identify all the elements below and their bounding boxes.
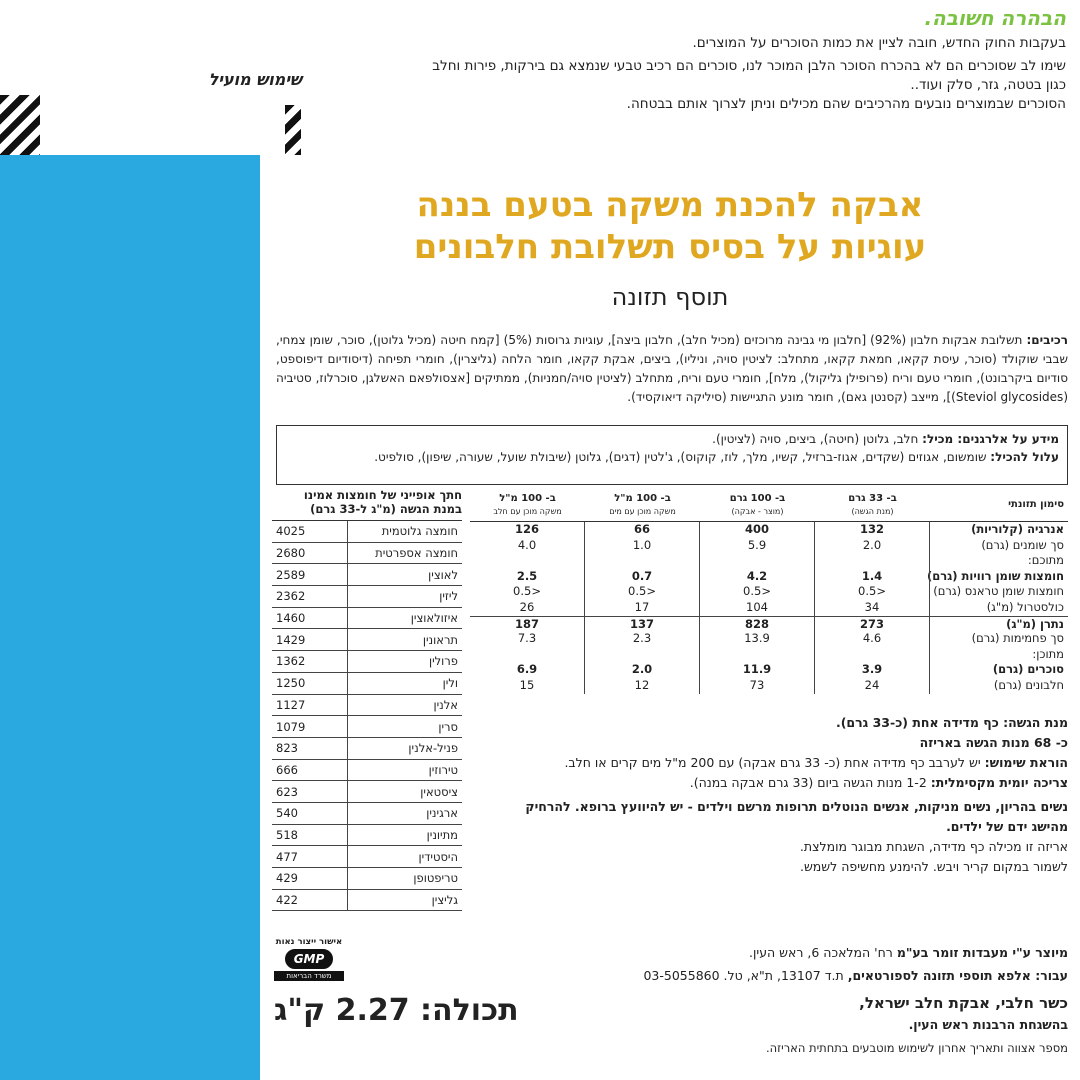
notice-line: הסוכרים שבמוצרים נובעים מהרכיבים שהם מכילים וניתן לצרוך אותם בבטחה. <box>626 96 1066 112</box>
net-content: תכולה: 2.27 ק"ג <box>274 993 519 1028</box>
nutrient-value: 12 <box>585 678 700 694</box>
label-panel <box>260 155 1080 1080</box>
amino-value: 1362 <box>276 654 306 669</box>
nutrition-header-cell <box>815 488 930 521</box>
nutrient-value: 66 <box>585 522 700 538</box>
packed-text: ת.ד 13107, ת"א, טל. 03-5055860 <box>643 968 844 983</box>
kosher-line: כשר חלבי, אבקת חלב ישראל, <box>859 994 1068 1012</box>
amino-name: חומצה גלוטמית <box>347 521 462 542</box>
nutrient-value: 126 <box>470 522 585 538</box>
amino-value: 518 <box>276 827 298 842</box>
max-daily-text: 1-2 מנות הגשה ביום (33 גרם אבקה במנה). <box>689 775 927 790</box>
amino-name: ולין <box>347 673 462 694</box>
amino-row <box>272 781 462 803</box>
amino-body <box>272 521 462 911</box>
nutrient-value: 3.9 <box>815 662 930 678</box>
blue-side-bar <box>0 155 260 1080</box>
nutrient-value: 4.2 <box>700 569 815 585</box>
nutrient-value: 26 <box>470 600 585 616</box>
amino-row <box>272 629 462 651</box>
amino-name: סרין <box>347 716 462 737</box>
amino-row <box>272 543 462 565</box>
amino-row <box>272 868 462 890</box>
nutrition-row <box>470 600 1068 616</box>
manufacturer-block <box>643 941 1068 987</box>
batch-note: מספר אצווה ותאריך אחרון לשימוש מוטבעים בתחתית האריזה. <box>765 1041 1068 1055</box>
nutrient-value: 104 <box>700 600 815 616</box>
nutrient-value: 2.0 <box>585 662 700 678</box>
nutrient-value: 0.7 <box>585 569 700 585</box>
instructions-label: הוראת שימוש: <box>984 755 1068 770</box>
nutrient-value: 5.9 <box>700 538 815 554</box>
notice-line: שימו לב שסוכרים הם לא בהכרח הסוכר הלבן המוכר לנו, סוכרים הם רכיב טבעי שנמצא גם בירקות, פירות וחלב <box>432 58 1066 74</box>
amino-value: 422 <box>276 893 298 908</box>
nutrient-name: חומצות שומן טראנס (גרם) <box>933 584 1064 599</box>
nutrient-value: 15 <box>470 678 585 694</box>
amino-value: 623 <box>276 784 298 799</box>
gmp-bottom-text: משרד הבריאות <box>274 971 344 981</box>
amino-name: פניל-אלנין <box>347 738 462 759</box>
nutrition-row <box>470 678 1068 694</box>
allergen-box <box>276 425 1068 485</box>
decorative-stripes <box>0 95 40 155</box>
usage-block <box>498 713 1068 877</box>
nutrition-header-cell <box>700 488 815 521</box>
amino-value: 1429 <box>276 632 306 647</box>
nutrient-value: 73 <box>700 678 815 694</box>
nutrient-value: 2.5 <box>470 569 585 585</box>
nutrition-header-cell <box>585 488 700 521</box>
header-sub: (מוצר - אבקה) <box>731 506 784 516</box>
product-subtitle: תוסף תזונה <box>611 283 729 311</box>
nutrient-value: 0.5> <box>470 584 585 600</box>
amino-name: תראונין <box>347 629 462 650</box>
amino-value: 477 <box>276 849 298 864</box>
nutrient-value: 4.0 <box>470 538 585 554</box>
scoop-note: אריזה זו מכילה כף מדידה, השגחת מבוגר מומלצת. <box>799 839 1068 854</box>
nutrient-value: 1.0 <box>585 538 700 554</box>
nutrient-value: 0.5> <box>815 584 930 600</box>
nutrient-value: 132 <box>815 522 930 538</box>
nutrient-value: 17 <box>585 600 700 616</box>
amino-row <box>272 521 462 543</box>
nutrient-value: 137 <box>585 617 700 632</box>
nutrient-value: 34 <box>815 600 930 616</box>
nutrient-value: 187 <box>470 617 585 632</box>
amino-value: 666 <box>276 762 298 777</box>
amino-name: פרולין <box>347 651 462 672</box>
header-title: ב- 100 מ"ל <box>614 492 671 504</box>
nutrient-name: סך שומנים (גרם) <box>981 537 1064 552</box>
allergen-contains-text: חלב, גלוטן (חיטה), ביצים, סויה (לציטין). <box>712 432 919 446</box>
instructions-text: יש לערבב כף מדידה אחת (כ- 33 גרם אבקה) עם 200 מ"ל מים קרים או חלב. <box>564 755 981 770</box>
amino-name: טריפטופן <box>347 868 462 889</box>
produced-label: מיוצר ע"י מעבדות זומר בע"מ <box>896 945 1068 960</box>
header-sub: משקה מוכן עם מים <box>609 506 676 516</box>
nutrient-value <box>470 553 585 569</box>
nutrition-row <box>470 662 1068 678</box>
produced-text: רח' המלאכה 6, ראש העין. <box>749 945 893 960</box>
header-title: ב- 100 גרם <box>729 492 786 504</box>
notice-section <box>0 0 1080 150</box>
ingredients-text: תשלובת אבקות חלבון (92%) [חלבון מי גבינה מרוכזים (מכיל חלב), חלבון ביצה], עוגיות גרוסות (5%) [קמח חיטה (מכיל גלוטן), סוכר, שומן צמחי, שבבי שוקולד (סוכר, עיסת קקאו, חמאת קקאו, מתחלב: לציטין סויה, וניליו), ביצים, אבקת קקאו, חומר הלחה (גליצרין), חומרי תפיחה (דיסודיום דיפוספט, סודיום ביקרבונט), חומרי טעם וריח (פרופילן גליקול), מלח], חומרי טעם וריח, מתחלב (לציטין סויה/חמניות), ממתיקים [אצסולפאם האשלגן, סוכרלוז, סטיביה (Steviol glycosides)], מייצב (קסנטן גאם), חומר מונע התגיישות (סיליקה דיאוקסיד). <box>276 333 1068 404</box>
amino-value: 1250 <box>276 676 306 691</box>
useful-use-tag: שימוש מועיל <box>208 70 302 89</box>
nutrient-value: 0.5> <box>585 584 700 600</box>
amino-value: 1127 <box>276 697 306 712</box>
gmp-seal <box>274 937 344 995</box>
gmp-top-text: אישור ייצור נאות <box>275 937 343 947</box>
amino-row <box>272 564 462 586</box>
nutrient-value <box>470 647 585 663</box>
amino-row <box>272 760 462 782</box>
nutrition-header-cell <box>930 488 1068 521</box>
amino-value: 429 <box>276 871 298 886</box>
amino-row <box>272 651 462 673</box>
amino-row <box>272 695 462 717</box>
nutrition-table <box>470 488 1068 694</box>
amino-name: חומצה אספרטית <box>347 543 462 564</box>
header-sub: משקה מוכן עם חלב <box>493 506 562 516</box>
amino-value: 540 <box>276 806 298 821</box>
max-daily-label: צריכה יומית מקסימלית: <box>930 775 1068 790</box>
amino-row <box>272 825 462 847</box>
allergen-may-text: שומשום, אגוזים (שקדים, אגוז-ברזיל, קשיו, מלך, לוז, קוקוס), ג'לטין (דגים), גלוטן (שיבולת שועל, שעורה, שיפון), סולפיט. <box>374 450 987 464</box>
nutrient-name: חומצות שומן רוויות (גרם) <box>926 568 1064 583</box>
nutrient-name: חלבונים (גרם) <box>993 677 1064 692</box>
amino-table <box>272 488 462 911</box>
amino-value: 4025 <box>276 524 306 539</box>
serving-size: מנת הגשה: כף מדידה אחת (כ-33 גרם). <box>835 715 1068 730</box>
nutrient-name: סוכרים (גרם) <box>992 662 1064 677</box>
amino-row <box>272 608 462 630</box>
amino-name: היסטידין <box>347 846 462 867</box>
amino-row <box>272 890 462 912</box>
amino-name: לאוצין <box>347 564 462 585</box>
nutrient-value <box>815 647 930 663</box>
nutrient-value: 6.9 <box>470 662 585 678</box>
nutrition-row <box>470 522 1068 538</box>
header-title: ב- 100 מ"ל <box>499 492 556 504</box>
nutrient-name: כולסטרול (מ"ג) <box>986 599 1064 614</box>
nutrient-name: מתוכן: <box>1032 646 1064 661</box>
amino-value: 1079 <box>276 719 306 734</box>
amino-row <box>272 846 462 868</box>
nutrient-value <box>585 553 700 569</box>
header-sub: (מנת הגשה) <box>851 506 894 516</box>
warning-text: נשים בהריון, נשים מניקות, אנשים הנוטלים תרופות מרשם וילדים - יש להיוועץ ברופא. להרחיק מהישג ידם של ילדים. <box>525 799 1068 834</box>
nutrient-value: 1.4 <box>815 569 930 585</box>
amino-row <box>272 673 462 695</box>
ingredients-label: רכיבים: <box>1026 333 1068 347</box>
servings-count: כ- 68 מנות הגשה באריזה <box>919 735 1068 750</box>
storage-note: לשמור במקום קריר ויבש. להימנע מחשיפה לשמש. <box>799 859 1068 874</box>
nutrition-header-cell <box>470 488 585 521</box>
amino-value: 1460 <box>276 611 306 626</box>
ingredients-block <box>276 331 1068 407</box>
nutrition-body <box>470 522 1068 694</box>
amino-row <box>272 716 462 738</box>
nutrient-value: 24 <box>815 678 930 694</box>
nutrition-row <box>470 631 1068 647</box>
nutrition-header <box>470 488 1068 522</box>
nutrient-value: 2.3 <box>585 631 700 647</box>
amino-title: חתך אופייני של חומצות אמינו במנת הגשה (מ"ג ל-33 גרם) <box>272 488 462 521</box>
nutrient-value: 0.5> <box>700 584 815 600</box>
nutrition-row <box>470 553 1068 569</box>
nutrient-value: 7.3 <box>470 631 585 647</box>
nutrition-row <box>470 538 1068 554</box>
nutrient-value: 400 <box>700 522 815 538</box>
allergen-may-label: עלול להכיל: <box>990 450 1059 464</box>
nutrition-row <box>470 647 1068 663</box>
amino-name: ארגינין <box>347 803 462 824</box>
gmp-badge: GMP <box>285 949 333 969</box>
amino-row <box>272 586 462 608</box>
decorative-stripes <box>285 105 301 155</box>
allergen-contains-label: מידע על אלרגנים: מכיל: <box>922 432 1059 446</box>
amino-name: אלנין <box>347 695 462 716</box>
nutrient-name: נתרן (מ"ג) <box>1006 616 1064 631</box>
nutrient-value: 13.9 <box>700 631 815 647</box>
nutrition-row <box>470 569 1068 585</box>
notice-line: כגון בטטה, גזר, סלק ועוד.. <box>910 77 1066 93</box>
header-title: ב- 33 גרם <box>848 492 897 504</box>
amino-name: ציסטאין <box>347 781 462 802</box>
nutrient-value <box>700 647 815 663</box>
amino-value: 2362 <box>276 589 306 604</box>
nutrient-value <box>815 553 930 569</box>
amino-value: 2680 <box>276 546 306 561</box>
notice-line: בעקבות החוק החדש, חובה לציין את כמות הסוכרים על המוצרים. <box>692 35 1066 51</box>
amino-row <box>272 803 462 825</box>
amino-value: 2589 <box>276 567 306 582</box>
nutrient-name: סך פחמימות (גרם) <box>971 631 1064 646</box>
notice-title: הבהרה חשובה. <box>924 6 1066 30</box>
nutrient-value: 4.6 <box>815 631 930 647</box>
nutrient-value: 11.9 <box>700 662 815 678</box>
nutrient-value: 273 <box>815 617 930 632</box>
nutrient-value <box>700 553 815 569</box>
nutrient-name: אנרגיה (קלוריות) <box>971 522 1064 536</box>
packed-label: עבור: אלפא תוספי תזונה לספורטאים, <box>847 968 1068 983</box>
header-title: סימון תזונתי <box>1008 499 1064 510</box>
amino-name: ליזין <box>347 586 462 607</box>
nutrition-row <box>470 616 1068 632</box>
nutrition-row <box>470 584 1068 600</box>
amino-value: 823 <box>276 741 298 756</box>
amino-name: איזולאוצין <box>347 608 462 629</box>
nutrient-name: מתוכם: <box>1027 553 1064 568</box>
kosher-line: בהשגחת הרבנות ראש העין. <box>908 1017 1068 1032</box>
nutrient-value <box>585 647 700 663</box>
product-title: אבקה להכנת משקה בטעם בננה <box>416 185 924 225</box>
nutrient-value: 828 <box>700 617 815 632</box>
amino-row <box>272 738 462 760</box>
nutrient-value: 2.0 <box>815 538 930 554</box>
amino-name: מתיונין <box>347 825 462 846</box>
product-title: עוגיות על בסיס תשלובת חלבונים <box>413 227 927 267</box>
amino-name: טירוזין <box>347 760 462 781</box>
amino-name: גליצין <box>347 890 462 911</box>
